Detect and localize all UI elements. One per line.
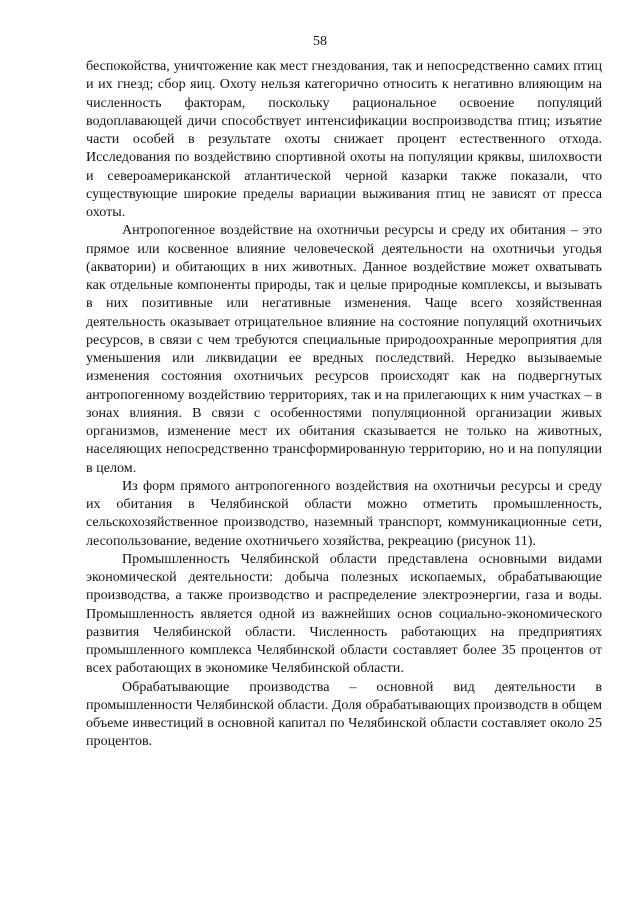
document-body: [86, 57, 602, 751]
paragraph-anthropogenic-impact: Антропогенное воздействие на охотничьи ресурсы и среду их обитания – это прямое или косвенное влияние человеческой деятельности на охотничьи угодья (акватории) и обитающих в них животных. Данное воздействие может охватывать как отдельные компоненты природы, так и целые природные комплексы, и вызывать в них позитивные или негативные изменения. Чаще всего хозяйственная деятельность оказывает отрицательное влияние на состояние популяций охотничьих ресурсов, в связи с чем требуются специальные природоохранные мероприятия для уменьшения или ликвидации ее вредных последствий. Нередко вызываемые изменения состояния охотничьих ресурсов происходят как на подвергнутых антропогенному воздействию территориях, так и на прилегающих к ним участках – в зонах влияния. В связи с особенностями популяционной организации живых организмов, изменение мест их обитания сказывается не только на животных, населяющих непосредственно трансформированную территорию, но и на популяции в целом.: [86, 222, 602, 476]
page-number: 58: [313, 34, 327, 49]
paragraph-continuation: беспокойства, уничтожение как мест гнездования, так и непосредственно самих птиц и их гнезд; сбор яиц. Охоту нельзя категорично относить к негативно влияющим на численность факторам, поскольку рациональное освоение популяций водоплавающей дичи способствует интенсификации воспроизводства птиц; изъятие части особей в результате охоты снижает процент естественного отхода. Исследования по воздействию спортивной охоты на популяции кряквы, шилохвости и североамериканской атлантической черной казарки также показали, что существующие широкие пределы вариации выживания птиц не зависят от пресса охоты.: [86, 58, 602, 220]
paragraph-manufacturing: Обрабатывающие производства – основной вид деятельности в промышленности Челябинской области. Доля обрабатывающих производств в общем объеме инвестиций в основной капитал по Челябинской области составляет около 25 процентов.: [86, 678, 602, 750]
paragraph-impact-forms: Из форм прямого антропогенного воздействия на охотничьи ресурсы и среду их обитания в Челябинской области можно отметить промышленность, сельскохозяйственное производство, наземный транспорт, коммуникационные сети, лесопользование, ведение охотничьего хозяйства, рекреацию (рисунок 11).: [86, 477, 602, 549]
paragraph-industry: Промышленность Челябинской области представлена основными видами экономической деятельности: добыча полезных ископаемых, обрабатывающие производства, а также производство и распределение электроэнергии, газа и воды. Промышленность является одной из важнейших основ социально-экономического развития Челябинской области. Численность работающих на предприятиях промышленного комплекса Челябинской области составляет более 35 процентов от всех работающих в экономике Челябинской области.: [86, 550, 602, 677]
